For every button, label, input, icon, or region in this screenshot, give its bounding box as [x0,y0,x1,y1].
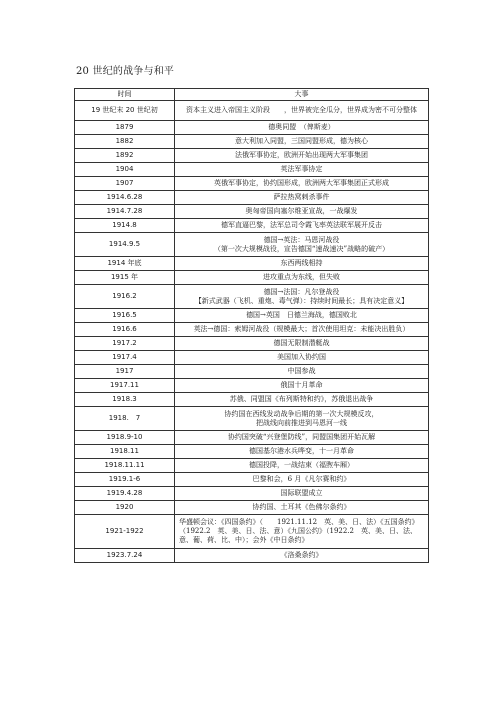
event-line: 【新式武器（飞机、重炮、毒气弹）：持续时间最长；具有决定意义】 [194,296,409,305]
table-row [75,473,429,487]
row-event [175,205,429,219]
row-date: 1915 年 [75,271,175,285]
row-event [175,219,429,233]
table-row [75,365,429,379]
table-row [75,177,429,191]
event-line: 《洛桑条约》 [280,551,323,559]
table-row [75,487,429,501]
event-line: 资本主义进入帝国主义阶段 ，世界被完全瓜分，世界成为密不可分整体 [186,106,417,114]
row-event [175,163,429,177]
row-event [175,135,429,149]
row-event [175,473,429,487]
row-date: 1914.9.5 [75,233,175,257]
row-event [175,515,429,549]
event-line: 法俄军事协定，欧洲开始出现两大军事集团 [235,151,368,159]
row-event [175,365,429,379]
row-date: 1919.4.28 [75,487,175,501]
row-date: 1917.11 [75,379,175,393]
row-event [175,459,429,473]
event-line: 东西两线相持 [280,259,323,267]
table-row [75,445,429,459]
row-date: 1918.3 [75,393,175,407]
event-line: 把战线向前推进到马恩河一线 [256,418,347,427]
table-row [75,515,429,549]
row-event [175,121,429,135]
row-date: 1916.2 [75,285,175,309]
table-row [75,501,429,515]
table-row [75,191,429,205]
table-row [75,309,429,323]
row-date: 1917 [75,365,175,379]
row-event [175,379,429,393]
header-event: 大事 [175,89,429,101]
row-date: 1918.11.11 [75,459,175,473]
event-line: 德国基尔港水兵哗变，十一月革命 [249,447,354,455]
header-time: 时间 [75,89,175,101]
event-line: 奥匈帝国向塞尔维亚宣战，一战爆发 [245,207,358,215]
table-body [75,101,429,563]
row-date: 1918. 7 [75,407,175,431]
table-row [75,285,429,309]
event-line: 协约国突破“兴登堡防线”，同盟国集团开始瓦解 [227,433,376,441]
table-row [75,351,429,365]
table-row [75,337,429,351]
table-row [75,101,429,121]
page-title: 20 世纪的战争与和平 [76,66,175,77]
row-date: 1920 [75,501,175,515]
table-row [75,233,429,257]
event-line: 美国加入协约国 [277,353,326,361]
event-line: 苏俄、同盟国《布列斯特和约》，苏俄退出战争 [229,395,374,403]
row-event [175,271,429,285]
table-row [75,393,429,407]
table-row [75,135,429,149]
event-line: 协约国、土耳其《色佛尔条约》 [252,503,351,511]
row-date: 1882 [75,135,175,149]
row-date: 1916.6 [75,323,175,337]
row-event [175,149,429,163]
event-line: 萨拉热窝刺杀事件 [273,193,330,201]
row-date: 1914 年底 [75,257,175,271]
row-event [175,431,429,445]
event-line: 德国→法国：凡尔登战役 [263,287,340,296]
row-date: 1914.7.28 [75,205,175,219]
row-event [175,191,429,205]
row-event [175,285,429,309]
event-line: 巴黎和会，6 月《凡尔赛和约》 [252,475,351,483]
table-row [75,149,429,163]
row-event [175,309,429,323]
event-line: 德奥同盟 （俾斯麦） [268,123,335,131]
table-row [75,379,429,393]
event-line: 英法军事协定 [280,165,323,173]
table-row [75,163,429,177]
row-date: 1879 [75,121,175,135]
row-date: 1921-1922 [75,515,175,549]
row-event [175,233,429,257]
row-event [175,323,429,337]
row-event [175,257,429,271]
row-event [175,445,429,459]
event-line: 协约国在西线发动战争后期的第一次大规模反攻， [224,409,379,418]
event-line: 德军直逼巴黎，法军总司令霞飞率英法联军展开反击 [221,221,382,229]
row-date: 1918.11 [75,445,175,459]
table-row [75,323,429,337]
row-event [175,337,429,351]
event-line: （第一次大规模战役，宣告德国“速战速决”战略的破产） [213,244,390,253]
row-event [175,177,429,191]
row-date: 1918.9-10 [75,431,175,445]
event-line: 德国投降，一战结束（福煦车厢） [249,461,354,469]
event-line: （1922.2 英、美、日、法、意）《九国公约》（1922.2 英、美、日、法、 [179,527,417,535]
row-date: 1892 [75,149,175,163]
table-row [75,257,429,271]
row-event [175,549,429,563]
event-line: 国际联盟成立 [280,489,323,497]
row-date: 1923.7.24 [75,549,175,563]
event-line: 进攻重点为东线，但失败 [263,273,340,281]
event-line: 英法→德国：索姆河战役（规模最大；首次使用坦克：未能决出胜负） [193,325,410,333]
event-line: 俄国十月革命 [280,381,323,389]
row-event [175,351,429,365]
row-event [175,501,429,515]
table-row [75,121,429,135]
event-line: 华盛顿会议：《四国条约》（ 1921.11.12 英、美、日、法）《五国条约》 [179,518,419,526]
event-line: 意、葡、荷、比、中）；会外《中日条约》 [179,536,309,544]
event-line: 德国无限制潜艇战 [273,339,330,347]
row-date: 1907 [75,177,175,191]
table-header-row [75,89,429,101]
event-line: 中国参战 [287,367,316,375]
row-date: 1904 [75,163,175,177]
row-date: 1917.4 [75,351,175,365]
table-row [75,407,429,431]
events-table [74,88,429,563]
table-row [75,219,429,233]
table-row [75,549,429,563]
table-row [75,205,429,219]
event-line: 英俄军事协定，协约国形成，欧洲两大军事集团正式形成 [214,179,389,187]
event-line: 德国→英国 日德兰海战，德国败北 [246,311,357,319]
event-line: 意大利加入同盟，三国同盟形成，德为核心 [235,137,368,145]
row-date: 19 世纪末 20 世纪初 [75,101,175,121]
table-row [75,271,429,285]
row-date: 1914.6.28 [75,191,175,205]
row-date: 1916.5 [75,309,175,323]
row-date: 1914.8 [75,219,175,233]
row-event [175,393,429,407]
row-date: 1917.2 [75,337,175,351]
row-event [175,487,429,501]
event-line: 德国→英法：马恩河战役 [263,235,340,244]
table-row [75,459,429,473]
row-event [175,407,429,431]
row-event [175,101,429,121]
table-row [75,431,429,445]
row-date: 1919.1-6 [75,473,175,487]
